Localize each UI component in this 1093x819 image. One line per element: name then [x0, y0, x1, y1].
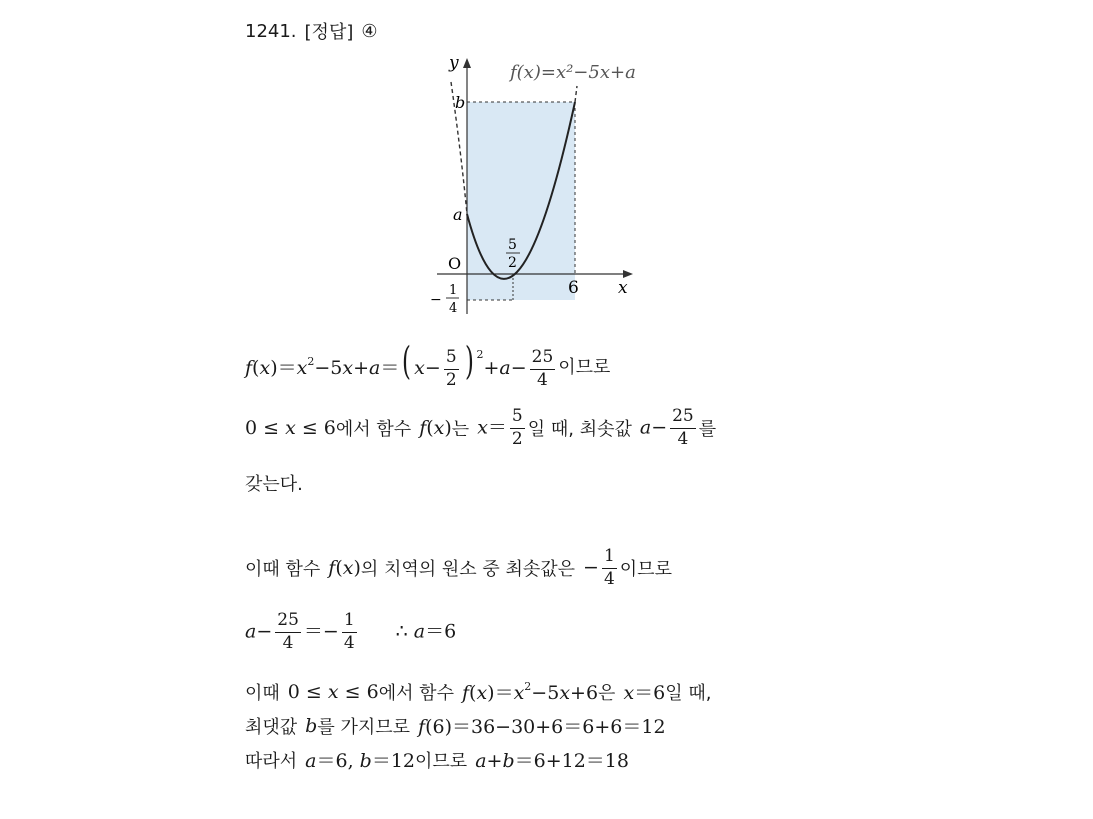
f6-expr: f(6)＝36−30+6＝6+6＝12	[418, 716, 666, 738]
fx-expr-2: f(x)	[328, 557, 361, 580]
solve-a-expr: a− $\frac{25}{4}$ ＝− $\frac{1}{4}$ ∴ a＝6	[245, 610, 457, 653]
vertex-y-sign: −	[430, 292, 442, 308]
line7-p2: 를 가지므로	[317, 716, 411, 738]
b-var: b	[305, 714, 318, 737]
line6-p3: 은	[598, 682, 616, 704]
line2-p4: 를	[698, 419, 717, 441]
line3-text: 갖는다.	[245, 474, 303, 495]
solution-line-7	[245, 712, 666, 739]
x-equals-6: x＝6	[623, 682, 666, 704]
range-min-expr: − $\frac{1}{4}$	[583, 546, 615, 589]
solution-line-5	[245, 612, 456, 653]
line6-p1: 이때	[245, 682, 280, 704]
vertex-x-expr: x＝ $\frac{5}{2}$	[477, 406, 523, 449]
line7-p1: 최댓값	[245, 716, 298, 738]
vertex-y-num: 1	[449, 283, 458, 298]
answer-label: [정답]	[304, 22, 354, 43]
ab-values: a＝6, b＝12	[305, 750, 416, 772]
shaded-region	[467, 102, 575, 300]
line2-p1: 에서 함수	[335, 419, 412, 441]
function-label: f(x)=x²−5x+a	[510, 62, 636, 83]
solution-line-2	[245, 408, 716, 449]
y-axis-label: y	[449, 53, 459, 73]
parabola-dashed-right	[575, 86, 577, 102]
answer-value: ④	[361, 20, 378, 42]
eq-completing-square: $f(x)=x^2-5x+a=$( x− $\frac{5}{2}$ ) $^2$+a− $\frac{25}{4}$	[245, 339, 554, 390]
line1-suffix: 이므로	[558, 356, 611, 378]
domain-expr-2: 0 ≤ x ≤ 6	[287, 680, 379, 703]
domain-expr: 0 ≤ x ≤ 6	[245, 417, 336, 440]
fx-expr: f(x)	[419, 417, 452, 440]
line4-p1: 이때 함수	[245, 559, 321, 581]
b-label: b	[455, 93, 466, 112]
line8-p2: 이므로	[415, 750, 468, 772]
x-axis-arrow	[623, 270, 633, 278]
vertex-x-num: 5	[508, 237, 517, 253]
six-label: 6	[568, 278, 579, 298]
x-axis-label: x	[618, 278, 628, 298]
min-value-expr: a− $\frac{25}{4}$	[639, 406, 694, 449]
line4-p3: 이므로	[619, 559, 672, 581]
line6-p2: 에서 함수	[378, 682, 454, 704]
solution-line-1	[245, 339, 611, 390]
line2-p2: 는	[451, 419, 470, 441]
vertex-x-den: 2	[508, 255, 517, 271]
parabola-graph	[415, 52, 675, 322]
origin-label: O	[448, 254, 462, 273]
line8-p1: 따라서	[245, 750, 298, 772]
solution-line-6	[245, 678, 711, 705]
solution-line-4	[245, 548, 672, 589]
line6-p4: 일 때,	[665, 682, 712, 704]
line4-p2: 의 치역의 원소 중 최솟값은	[360, 559, 576, 581]
problem-number: 1241.	[245, 20, 297, 42]
final-sum: a+b＝6+12＝18	[475, 750, 629, 772]
y-axis-arrow	[463, 58, 471, 68]
problem-header	[245, 18, 378, 44]
line2-p3: 일 때, 최솟값	[527, 419, 632, 441]
solution-line-3	[245, 470, 303, 496]
vertex-y-den: 4	[449, 301, 458, 316]
fx-substituted: $f(x)=x^2-5x+6$	[461, 680, 599, 704]
solution-line-8	[245, 746, 629, 773]
a-label: a	[453, 205, 463, 224]
